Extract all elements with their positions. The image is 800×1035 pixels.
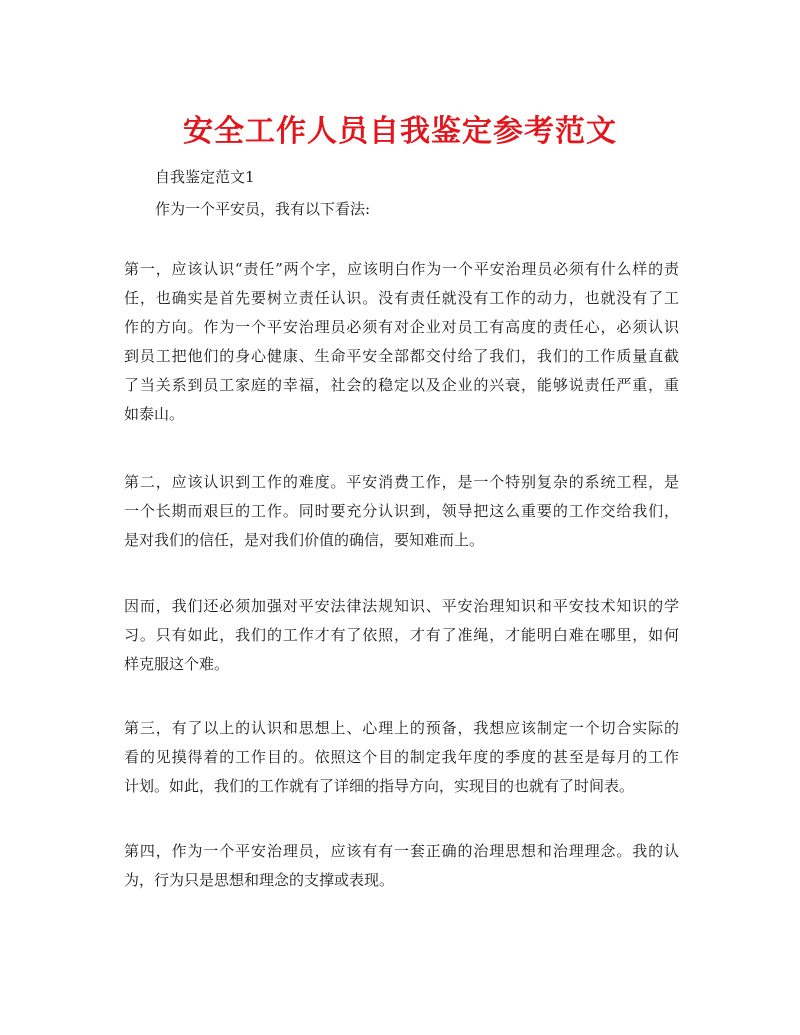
opening-line: 作为一个平安员，我有以下看法:	[155, 200, 371, 218]
paragraph-line: 一个长期而艰巨的工作。同时要充分认识到，领导把这么重要的工作交给我们，	[124, 502, 679, 520]
paragraph-line: 到员工把他们的身心健康、生命平安全部都交付给了我们，我们的工作质量直截	[124, 347, 679, 365]
paragraph-line: 习。只有如此，我们的工作才有了依照，才有了准绳，才能明白难在哪里，如何	[124, 626, 679, 644]
paragraph-line: 如泰山。	[124, 405, 185, 423]
paragraph-line: 样克服这个难。	[124, 655, 230, 673]
paragraph-line: 是对我们的信任，是对我们价值的确信，要知难而上。	[124, 531, 485, 549]
paragraph-line: 第三，有了以上的认识和思想上、心理上的预备，我想应该制定一个切合实际的	[124, 719, 679, 737]
paragraph-line: 第四，作为一个平安治理员，应该有有一套正确的治理思想和治理理念。我的认	[124, 842, 679, 860]
paragraph-4	[124, 714, 679, 801]
paragraph-3	[124, 592, 679, 679]
paragraph-1	[124, 255, 679, 429]
paragraph-line: 任，也确实是首先要树立责任认识。没有责任就没有工作的动力，也就没有了工	[124, 289, 679, 307]
paragraph-5	[124, 837, 679, 895]
paragraph-line: 了当关系到员工家庭的幸福，社会的稳定以及企业的兴衰，能够说责任严重，重	[124, 376, 679, 394]
paragraph-2	[124, 468, 679, 555]
paragraph-line: 因而，我们还必须加强对平安法律法规知识、平安治理知识和平安技术知识的学	[124, 597, 679, 615]
paragraph-line: 第二，应该认识到工作的难度。平安消费工作，是一个特别复杂的系统工程，是	[124, 473, 679, 491]
paragraph-line: 看的见摸得着的工作目的。依照这个目的制定我年度的季度的甚至是每月的工作	[124, 748, 679, 766]
document-title: 安全工作人员自我鉴定参考范文	[183, 114, 617, 149]
document-subtitle: 自我鉴定范文1	[155, 168, 255, 186]
paragraph-line: 作的方向。作为一个平安治理员必须有对企业对员工有高度的责任心，必须认识	[124, 318, 679, 336]
paragraph-line: 第一，应该认识“责任”两个字，应该明白作为一个平安治理员必须有什么样的责	[124, 260, 679, 278]
paragraph-line: 为，行为只是思想和理念的支撑或表现。	[124, 871, 395, 889]
paragraph-line: 计划。如此，我们的工作就有了详细的指导方向，实现目的也就有了时间表。	[124, 777, 635, 795]
